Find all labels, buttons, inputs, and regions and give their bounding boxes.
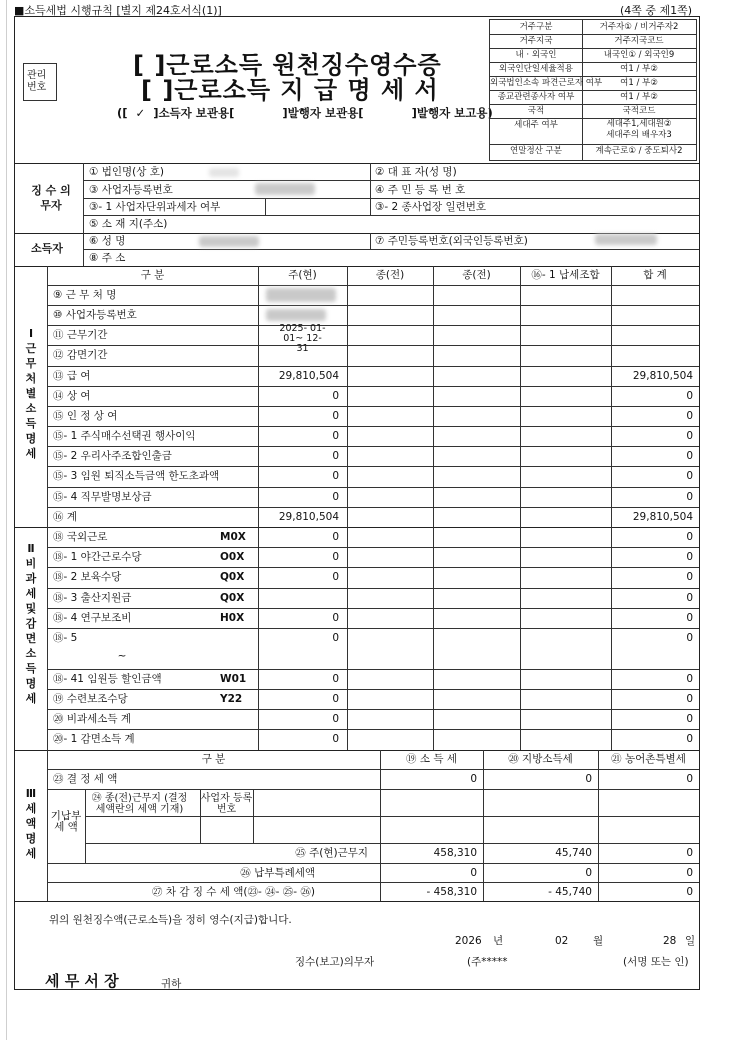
sec1-row-label: ⑯ 계	[53, 510, 77, 523]
sec2-total-value: 0	[686, 632, 693, 645]
special-rural-tax: 0	[686, 866, 693, 879]
sec1-cur-value: 0	[332, 409, 339, 422]
sec3-row-line	[85, 843, 699, 844]
form-title-statement: [ ]근로소득 지 급 명 세 서	[141, 76, 439, 104]
sec2-row-line	[47, 588, 699, 589]
sec2-cur-value: 0	[332, 571, 339, 584]
sec1-header-2: 종(전)	[375, 269, 405, 281]
date-year: 2026	[455, 935, 482, 947]
copy-type-options	[117, 107, 493, 119]
date-year-unit: 년	[493, 935, 504, 947]
sec1-header-3: 종(전)	[462, 269, 491, 281]
prepaid-label: 기납부 세 액	[50, 809, 82, 833]
redacted-workplace-bizno	[266, 309, 326, 321]
opt-open: ([	[117, 106, 128, 120]
residence-label: 국적	[527, 106, 545, 116]
sec3-header-1: ⑲ 소 득 세	[406, 752, 457, 765]
prev-workplace-label: ㉔ 종(전)근무지 (결정세액란의 세액 기재)	[91, 792, 188, 815]
residence-label: 내 · 외국인	[515, 50, 557, 60]
sec1-row-line	[47, 345, 699, 346]
current-workplace-label: ㉕ 주(현)근무지	[295, 846, 368, 859]
payer-unit-tax: ③- 1 사업자단위과세자 여부	[89, 201, 221, 213]
sec1-row-label: ⑬ 급 여	[53, 369, 91, 382]
sec2-col-line	[433, 527, 434, 750]
diff-rural-tax: 0	[686, 885, 693, 898]
sec2-code: W01	[220, 672, 247, 685]
payer-sign-label: 징수(보고)의무자	[295, 956, 375, 968]
sec1-row-line	[47, 305, 699, 306]
sec3-row-line	[85, 816, 699, 817]
sec3-row-line	[47, 882, 699, 883]
residence-value[interactable]: 거주지국코드	[614, 36, 664, 46]
residence-value[interactable]: 내국인① / 외국인9	[603, 50, 675, 60]
sec3-header-0: 구 분	[201, 752, 226, 765]
residence-label: 종교관련종사자 여부	[497, 92, 575, 102]
withholding-receipt-form	[14, 16, 700, 990]
sec1-row-line	[47, 386, 699, 387]
sec1-header-0: 구 분	[140, 269, 165, 281]
payer-rrn: ④ 주 민 등 록 번 호	[375, 184, 466, 196]
sec2-row-label: ⑲ 수련보조수당	[53, 692, 128, 705]
earner-name: ⑥ 성 명	[89, 235, 126, 247]
redacted-rrn	[595, 234, 657, 245]
sec2-total-value: 0	[686, 591, 693, 604]
payer-branch-no: ③- 2 종사업장 일련번호	[375, 201, 487, 213]
sec1-total-value: 0	[686, 450, 693, 463]
residence-label: 거주구분	[519, 22, 553, 32]
form-title-receipt: [ ]근로소득 원천징수영수증	[133, 51, 442, 79]
sec1-row-label: ⑩ 사업자등록번호	[53, 309, 137, 322]
residence-label: 거주지국	[519, 36, 553, 46]
mgmt-no-box	[23, 63, 57, 101]
residence-value-2[interactable]: 세대주의 배우자3	[606, 130, 672, 140]
decided-tax-label: ㉓ 결 정 세 액	[53, 772, 118, 785]
sec2-row-line	[47, 628, 699, 629]
residence-value[interactable]: 여1 / 부②	[620, 92, 658, 102]
residence-label: 외국법인소속 파견근로자 여부	[490, 78, 603, 88]
current-rural-tax: 0	[686, 846, 693, 859]
redacted-name	[199, 236, 259, 247]
sec1-cur-value: 29,810,504	[278, 510, 339, 523]
sec1-bottom	[15, 527, 699, 528]
decided-local-tax: 0	[585, 772, 592, 785]
payer-bizno: ③ 사업자등록번호	[89, 184, 173, 196]
bizno-label: 사업자 등록 번호	[200, 792, 253, 815]
sec3-bottom	[15, 901, 699, 902]
sec2-row-line	[47, 567, 699, 568]
special-tax-label: ㉖ 납부특례세액	[240, 866, 315, 879]
date-day: 28	[663, 935, 677, 947]
special-local-tax: 0	[585, 866, 592, 879]
check-icon[interactable]: ✓	[135, 106, 146, 120]
sec1-row-line	[47, 466, 699, 467]
redacted-bizno	[255, 183, 315, 195]
payer-address: ⑤ 소 재 지(주소)	[89, 218, 168, 230]
redacted-corp	[209, 168, 239, 177]
sec2-cur-value: 0	[332, 692, 339, 705]
sec2-cur-value: 0	[332, 733, 339, 746]
page-edge	[6, 0, 7, 1040]
sec1-total-value: 0	[686, 490, 693, 503]
sec1-header-5: 합 계	[643, 269, 667, 281]
sec1-row-label: ⑫ 감면기간	[53, 349, 108, 362]
sec2-code: O0X	[220, 551, 245, 564]
sec2-row-line	[47, 729, 699, 730]
sec2-total-value: 0	[686, 733, 693, 746]
sec1-cur-value: 0	[332, 470, 339, 483]
sec3-header-3: ㉑ 농어촌특별세	[611, 752, 686, 765]
sec1-total-value: 0	[686, 430, 693, 443]
residence-value[interactable]: 거주자① / 비거주자2	[599, 22, 679, 32]
payer-section-label: 징 수 의무자	[31, 184, 71, 212]
sec1-cur-value: 0	[332, 450, 339, 463]
diff-local-tax: - 45,740	[548, 885, 592, 898]
sec1-row-label: ⑮- 4 직무발명보상금	[53, 490, 152, 503]
sec1-row-line	[47, 487, 699, 488]
residence-label: 연말정산 구분	[510, 146, 562, 156]
sec2-code: Y22	[220, 692, 243, 705]
earner-section-label: 소득자	[31, 242, 63, 255]
sec1-row-label: ⑨ 근 무 처 명	[53, 289, 117, 301]
current-income-tax: 458,310	[433, 846, 477, 859]
sec1-header-4: ⑯- 1 납세조합	[531, 269, 600, 281]
sec1-row-label: ⑭ 상 여	[53, 389, 91, 402]
diff-income-tax: - 458,310	[426, 885, 477, 898]
sec1-total-value: 29,810,504	[632, 369, 693, 382]
date-month-unit: 월	[593, 935, 604, 947]
sec1-total-value: 0	[686, 389, 693, 402]
sec1-row-line	[47, 366, 699, 367]
page-info: (4쪽 중 제1쪽)	[620, 4, 693, 17]
sec3-row-line	[47, 863, 699, 864]
sec2-row-label: ⑳- 1 감면소득 계	[53, 733, 135, 746]
sec2-bottom	[15, 750, 699, 751]
sec2-total-value: 0	[686, 611, 693, 624]
sec1-row-label: ⑮- 1 주식매수선택권 행사이익	[53, 430, 196, 443]
current-local-tax: 45,740	[555, 846, 592, 859]
sec2-row-line	[47, 669, 699, 670]
regulation-label: ■소득세법 시행규칙 [별지 제24호서식(1)]	[14, 4, 222, 17]
date-day-unit: 일	[685, 935, 696, 947]
sec2-row-label: ⑱- 3 출산지원금	[53, 591, 132, 604]
sign-or-seal: (서명 또는 인)	[623, 956, 689, 968]
sec2-total-value: 0	[686, 571, 693, 584]
sec1-row-label: ⑮- 2 우리사주조합인출금	[53, 450, 172, 463]
earner-address: ⑧ 주 소	[89, 252, 126, 264]
sec2-code: Q0X	[220, 571, 245, 584]
sec3-row-line	[47, 789, 699, 790]
sec2-total-value: 0	[686, 713, 693, 726]
residence-value[interactable]: 국적코드	[622, 106, 656, 116]
opt-earner-copy[interactable]: ]소득자 보관용[	[153, 106, 235, 120]
sec1-row-line	[47, 507, 699, 508]
sec1-row-line	[47, 446, 699, 447]
sec1-cur-value: 0	[332, 389, 339, 402]
special-income-tax: 0	[470, 866, 477, 879]
sec2-row-label: ⑱- 2 보육수당	[53, 571, 122, 584]
sec1-header-line	[47, 285, 699, 286]
section-2-label: Ⅱ 비과세및감면소득명세	[25, 541, 37, 705]
sec2-col-line	[347, 527, 348, 750]
sec2-total-value: 0	[686, 551, 693, 564]
honorific: 귀하	[161, 978, 182, 990]
sec1-row-label: ⑪ 근무기간	[53, 329, 108, 342]
sec2-cur-value: 0	[332, 713, 339, 726]
residence-value[interactable]: 여1 / 부②	[620, 64, 658, 74]
decided-rural-tax: 0	[686, 772, 693, 785]
section-3-label: Ⅲ 세액명세	[25, 786, 37, 860]
sec2-code: M0X	[220, 530, 246, 543]
residence-value[interactable]: 계속근로① / 중도퇴사2	[595, 146, 683, 156]
earner-rrn: ⑦ 주민등록번호(외국인등록번호)	[375, 235, 528, 247]
sec2-divider	[47, 527, 48, 750]
sec2-col-line	[520, 527, 521, 750]
residence-table	[489, 19, 697, 161]
sec2-row-line	[47, 547, 699, 548]
residence-value[interactable]: 세대주1,세대원②	[606, 119, 672, 129]
sec2-total-value: 0	[686, 692, 693, 705]
sec2-total-value: 0	[686, 672, 693, 685]
sec2-cur-value: 0	[332, 530, 339, 543]
opt-issuer-copy[interactable]: ]발행자 보관용[	[282, 106, 364, 120]
residence-label: 외국인단일세율적용	[499, 64, 573, 74]
sec3-row-line	[47, 769, 699, 770]
sec1-cur-value: 29,810,504	[278, 369, 339, 382]
sec2-row-label: ⑳ 비과세소득 계	[53, 713, 132, 726]
sec2-cur-value: 0	[332, 611, 339, 624]
residence-value[interactable]: 여1 / 부②	[620, 78, 658, 88]
date-month: 02	[555, 935, 569, 947]
sec1-row-line	[47, 325, 699, 326]
work-period-value: 2025- 01- 01~ 12- 31	[279, 323, 326, 355]
sec2-ellipsis: ~	[117, 650, 127, 663]
payer-sign-value: (주*****	[467, 956, 508, 968]
sec3-header-2: ⑳ 지방소득세	[508, 752, 573, 765]
sec2-row-label: ⑱- 1 야간근로수당	[53, 551, 142, 564]
sec1-row-label: ⑮ 인 정 상 여	[53, 409, 118, 422]
sec2-code: H0X	[220, 611, 245, 624]
sec2-row-line	[47, 709, 699, 710]
sec2-row-line	[47, 689, 699, 690]
payer-corp-name: ① 법인명(상 호)	[89, 166, 164, 178]
sec3-bizno-line2	[253, 789, 254, 843]
sec2-code: Q0X	[220, 591, 245, 604]
sec2-row-label: ⑱- 4 연구보조비	[53, 611, 132, 624]
sec2-cur-value: 0	[332, 672, 339, 685]
statement-text: 위의 원천징수액(근로소득)을 정히 영수(지급)합니다.	[49, 914, 292, 926]
sec1-total-value: 0	[686, 409, 693, 422]
sec2-total-value: 0	[686, 530, 693, 543]
tax-office-title: 세 무 서 장	[45, 972, 119, 990]
sec2-cur-value: 0	[332, 551, 339, 564]
sec1-total-value: 0	[686, 470, 693, 483]
sec1-row-label: ⑮- 3 임원 퇴직소득금액 한도초과액	[53, 470, 220, 483]
sec2-row-label: ⑱ 국외근로	[53, 530, 108, 543]
section-1-label: Ⅰ 근무처별소득명세	[25, 327, 37, 460]
sec1-header-1: 주(현)	[288, 269, 317, 281]
sec1-row-line	[47, 406, 699, 407]
sec2-row-line	[47, 608, 699, 609]
opt-issuer-report[interactable]: ]발행자 보고용)	[411, 106, 493, 120]
sec2-cur-value: 0	[332, 632, 339, 645]
sec1-cur-value: 0	[332, 430, 339, 443]
sec2-row-label: ⑱- 5	[53, 632, 78, 645]
residence-label: 세대주 여부	[514, 120, 558, 130]
mgmt-no-label: 관리 번호	[27, 70, 47, 93]
sec1-cur-value: 0	[332, 490, 339, 503]
payer-rep-name: ② 대 표 자(성 명)	[375, 166, 457, 178]
sec1-row-line	[47, 426, 699, 427]
sec1-total-value: 29,810,504	[632, 510, 693, 523]
diff-tax-label: ㉗ 차 감 징 수 세 액(㉓- ㉔- ㉕- ㉖)	[152, 885, 315, 898]
sec2-row-label: ⑱- 41 임원등 할인금액	[53, 672, 162, 685]
redacted-workplace	[266, 288, 336, 302]
decided-income-tax: 0	[470, 772, 477, 785]
